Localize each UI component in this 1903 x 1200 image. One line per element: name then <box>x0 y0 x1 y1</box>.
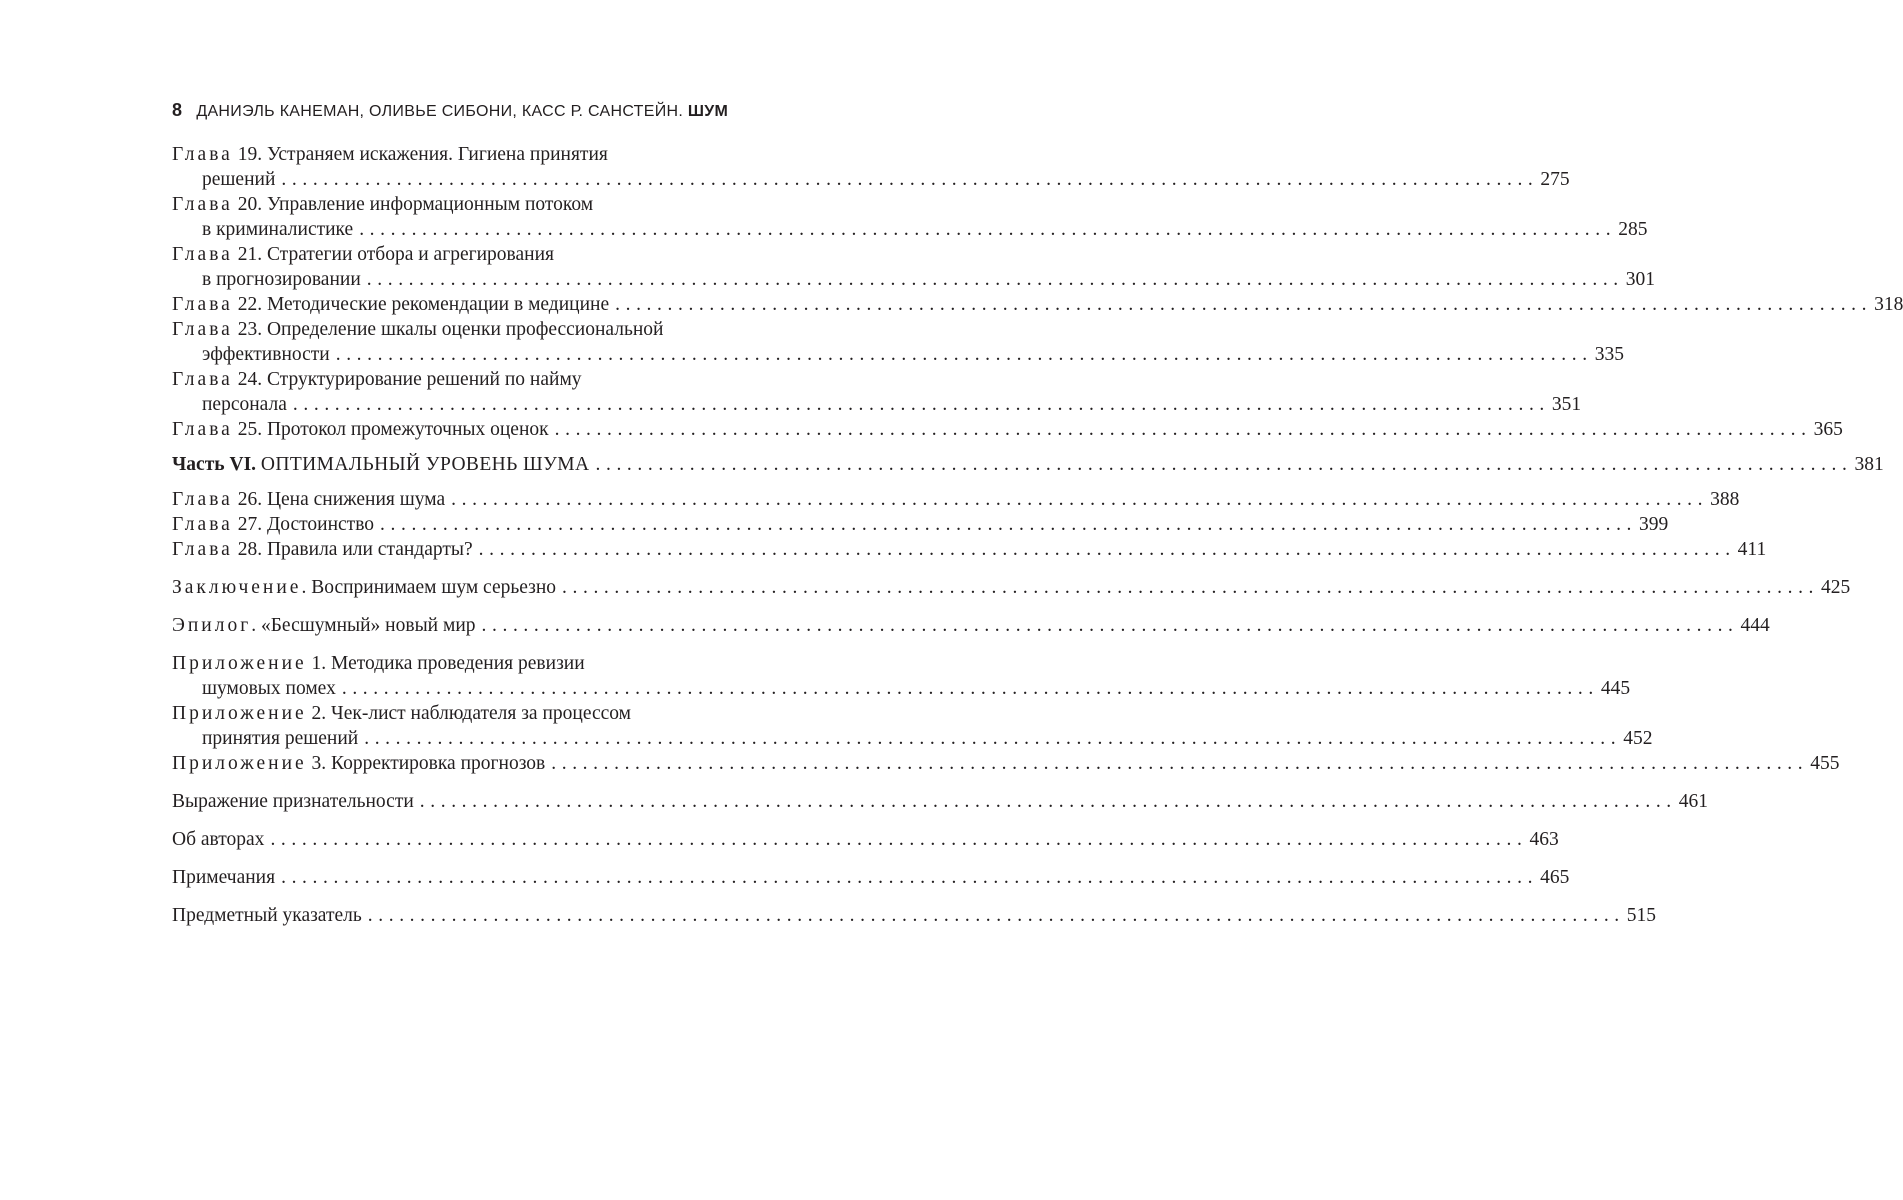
entry-page: 461 <box>1678 791 1709 812</box>
entry-title: 28. Правила или стандарты? <box>237 539 473 560</box>
toc-entry-chapter-21[interactable] <box>172 242 1656 292</box>
leader-dots: ........................................................................................................................ <box>292 394 1550 415</box>
toc-entry-notes[interactable] <box>172 865 1570 890</box>
entry-title: Выражение признательности <box>172 791 414 812</box>
leader-dots: ........................................................................................................................ <box>419 791 1677 812</box>
entry-title: . «Бесшумный» новый мир <box>251 615 476 636</box>
entry-label: Глава <box>172 419 233 440</box>
leader-dots: ........................................................................................................................ <box>562 577 1820 598</box>
entry-title: Предметный указатель <box>172 905 362 926</box>
entry-page: 452 <box>1623 728 1653 749</box>
entry-label: Глава <box>172 514 233 535</box>
entry-page: 455 <box>1810 753 1840 774</box>
table-of-contents <box>172 142 1903 928</box>
entry-label: Заключение <box>172 577 302 598</box>
entry-title: 20. Управление информационным потоком <box>237 194 594 215</box>
entry-title: . Воспринимаем шум серьезно <box>301 577 557 598</box>
leader-dots: ........................................................................................................................ <box>451 489 1709 510</box>
entry-title: 2. Чек-лист наблюдателя за процессом <box>311 703 631 724</box>
leader-dots: ........................................................................................................................ <box>367 905 1625 926</box>
entry-page: 445 <box>1600 678 1631 699</box>
entry-page: 381 <box>1854 454 1884 475</box>
entry-label: Глава <box>172 144 233 165</box>
part-title: ОПТИМАЛЬНЫЙ УРОВЕНЬ ШУМА <box>260 454 590 475</box>
entry-label: Глава <box>172 489 233 510</box>
toc-entry-chapter-27[interactable] <box>172 512 1669 537</box>
toc-entry-chapter-26[interactable] <box>172 487 1740 512</box>
entry-page: 444 <box>1740 615 1770 636</box>
entry-page: 318 <box>1874 294 1903 315</box>
entry-page: 365 <box>1813 419 1843 440</box>
toc-entry-chapter-24[interactable] <box>172 367 1582 417</box>
entry-label: Глава <box>172 319 233 340</box>
entry-label: Глава <box>172 294 233 315</box>
part-label: Часть VI. <box>172 454 257 475</box>
toc-entry-conclusion[interactable] <box>172 575 1851 600</box>
entry-page: 515 <box>1626 905 1657 926</box>
page-number: 8 <box>172 100 183 120</box>
leader-dots: ........................................................................................................................ <box>359 219 1617 240</box>
toc-entry-appendix-2[interactable] <box>172 701 1653 751</box>
toc-entry-appendix-3[interactable] <box>172 751 1840 776</box>
leader-dots: ........................................................................................................................ <box>341 678 1599 699</box>
entry-title-cont: эффективности <box>202 344 330 365</box>
entry-title: Об авторах <box>172 829 265 850</box>
toc-entry-appendix-1[interactable] <box>172 651 1631 701</box>
entry-page: 275 <box>1540 169 1570 190</box>
toc-entry-chapter-23[interactable] <box>172 317 1624 367</box>
leader-dots: ........................................................................................................................ <box>364 728 1622 749</box>
leader-dots: ........................................................................................................................ <box>270 829 1528 850</box>
entry-title-cont: персонала <box>202 394 287 415</box>
toc-entry-index[interactable] <box>172 903 1657 928</box>
entry-title-cont: в криминалистике <box>202 219 354 240</box>
leader-dots: ........................................................................................................................ <box>554 419 1812 440</box>
header-authors: ДАНИЭЛЬ КАНЕМАН, ОЛИВЬЕ СИБОНИ, КАСС Р. САНСТЕЙН. <box>196 103 684 120</box>
entry-label: Приложение <box>172 653 307 674</box>
entry-page: 399 <box>1639 514 1669 535</box>
leader-dots: ........................................................................................................................ <box>380 514 1638 535</box>
entry-title: 3. Корректировка прогнозов <box>311 753 546 774</box>
entry-label: Глава <box>172 244 233 265</box>
toc-entry-chapter-25[interactable] <box>172 417 1843 442</box>
toc-entry-part-6[interactable] <box>172 452 1884 477</box>
entry-label: Глава <box>172 194 233 215</box>
entry-label: Глава <box>172 539 233 560</box>
entry-title-cont: в прогнозировании <box>202 269 361 290</box>
entry-page: 411 <box>1737 539 1767 560</box>
entry-title: 27. Достоинство <box>237 514 375 535</box>
entry-page: 425 <box>1821 577 1851 598</box>
entry-label: Эпилог <box>172 615 252 636</box>
entry-title: 25. Протокол промежуточных оценок <box>237 419 549 440</box>
entry-title: 1. Методика проведения ревизии <box>311 653 585 674</box>
toc-entry-about-authors[interactable] <box>172 827 1559 852</box>
entry-page: 301 <box>1625 269 1656 290</box>
entry-page: 335 <box>1594 344 1624 365</box>
toc-entry-epilogue[interactable] <box>172 613 1770 638</box>
leader-dots: ........................................................................................................................ <box>281 169 1539 190</box>
entry-title: 22. Методические рекомендации в медицине <box>237 294 610 315</box>
entry-page: 351 <box>1551 394 1582 415</box>
entry-page: 465 <box>1540 867 1570 888</box>
header-book-title: ШУМ <box>687 103 729 120</box>
leader-dots: ........................................................................................................................ <box>481 615 1739 636</box>
entry-title: 19. Устраняем искажения. Гигиена принятия <box>237 144 608 165</box>
toc-entry-chapter-19[interactable] <box>172 142 1570 192</box>
entry-title-cont: решений <box>202 169 276 190</box>
entry-label: Глава <box>172 369 233 390</box>
toc-entry-acknowledgements[interactable] <box>172 789 1709 814</box>
leader-dots: ........................................................................................................................ <box>595 454 1853 475</box>
entry-title: 24. Структурирование решений по найму <box>237 369 582 390</box>
entry-label: Приложение <box>172 703 307 724</box>
entry-title-cont: шумовых помех <box>202 678 336 699</box>
entry-title: Примечания <box>172 867 276 888</box>
entry-title-cont: принятия решений <box>202 728 359 749</box>
toc-entry-chapter-20[interactable] <box>172 192 1648 242</box>
running-header <box>172 100 732 121</box>
toc-entry-chapter-22[interactable] <box>172 292 1903 317</box>
entry-page: 285 <box>1618 219 1648 240</box>
leader-dots: ........................................................................................................................ <box>335 344 1593 365</box>
leader-dots: ........................................................................................................................ <box>281 867 1539 888</box>
leader-dots: ........................................................................................................................ <box>551 753 1809 774</box>
toc-entry-chapter-28[interactable] <box>172 537 1767 562</box>
leader-dots: ........................................................................................................................ <box>478 539 1736 560</box>
entry-title: 23. Определение шкалы оценки профессиональной <box>237 319 664 340</box>
entry-title: 21. Стратегии отбора и агрегирования <box>237 244 554 265</box>
entry-page: 388 <box>1710 489 1740 510</box>
leader-dots: ........................................................................................................................ <box>366 269 1624 290</box>
entry-title: 26. Цена снижения шума <box>237 489 446 510</box>
leader-dots: ........................................................................................................................ <box>615 294 1873 315</box>
entry-label: Приложение <box>172 753 307 774</box>
entry-page: 463 <box>1529 829 1559 850</box>
